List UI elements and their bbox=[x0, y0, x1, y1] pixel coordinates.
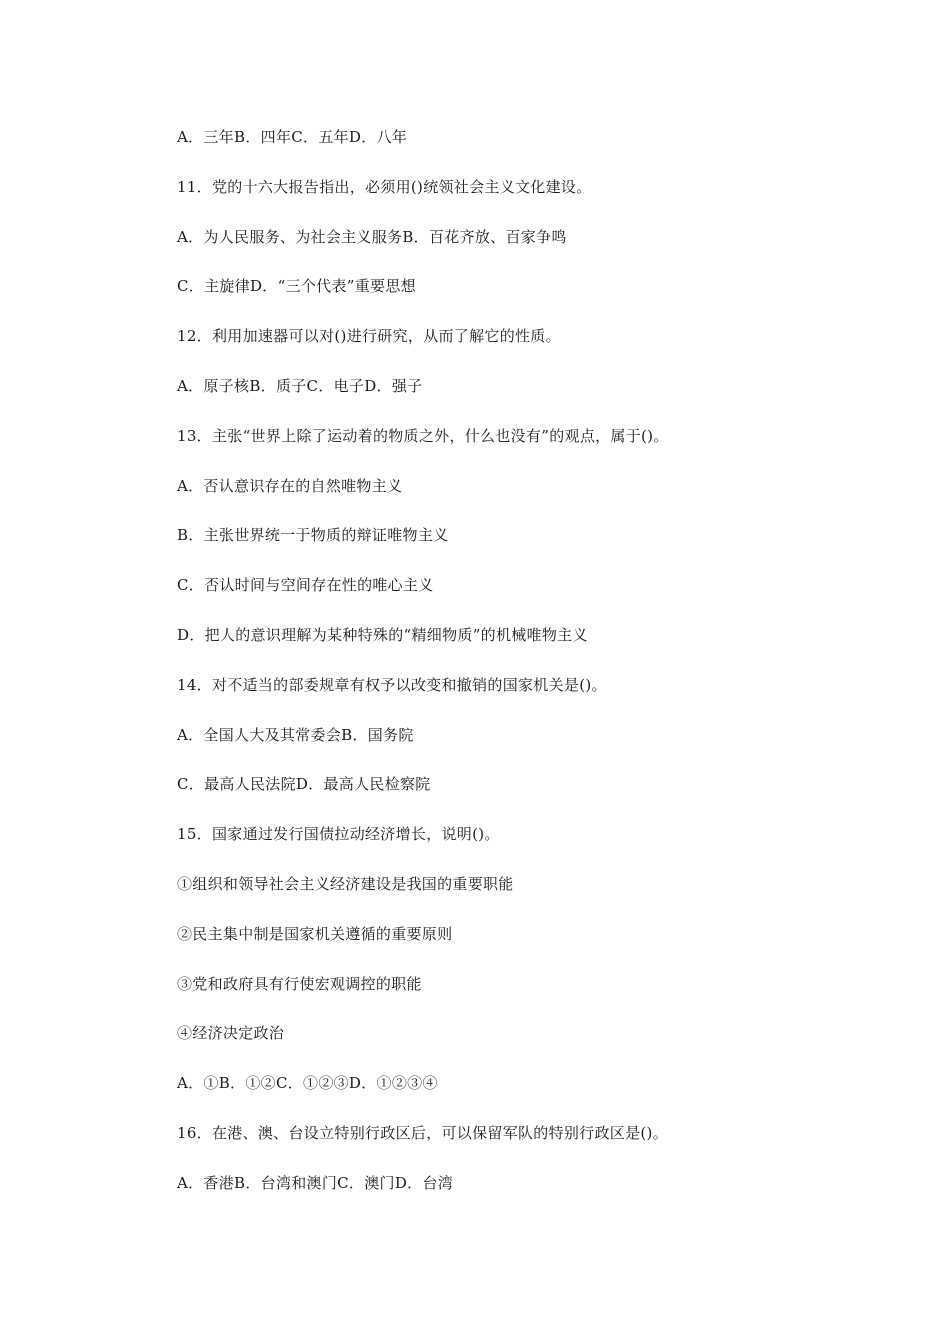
answer-option-q13-a: A．否认意识存在的自然唯物主义 bbox=[177, 476, 403, 495]
question-15: 15．国家通过发行国债拉动经济增长，说明()。 bbox=[177, 825, 500, 844]
answer-options-q14-ab: A．全国人大及其常委会B．国务院 bbox=[177, 725, 414, 744]
statement-q15-3: ③党和政府具有行使宏观调控的职能 bbox=[177, 974, 422, 993]
answer-options-q11-cd: C．主旋律D．“三个代表”重要思想 bbox=[177, 277, 416, 296]
answer-options-q12: A．原子核B．质子C．电子D．强子 bbox=[177, 376, 423, 395]
statement-q15-4: ④经济决定政治 bbox=[177, 1024, 285, 1043]
answer-option-q13-c: C．否认时间与空间存在性的唯心主义 bbox=[177, 576, 434, 595]
question-14: 14．对不适当的部委规章有权予以改变和撤销的国家机关是()。 bbox=[177, 675, 607, 694]
answer-options-q11-ab: A．为人民服务、为社会主义服务B．百花齐放、百家争鸣 bbox=[177, 227, 567, 246]
question-list bbox=[177, 125, 917, 1221]
answer-option-q13-d: D．把人的意识理解为某种特殊的“精细物质”的机械唯物主义 bbox=[177, 625, 588, 644]
answer-options-q15: A．①B．①②C．①②③D．①②③④ bbox=[177, 1074, 438, 1093]
answer-options-q10: A．三年B．四年C．五年D．八年 bbox=[177, 128, 408, 146]
answer-options-q14-cd: C．最高人民法院D．最高人民检察院 bbox=[177, 775, 431, 794]
statement-q15-1: ①组织和领导社会主义经济建设是我国的重要职能 bbox=[177, 874, 514, 893]
answer-options-q16: A．香港B．台湾和澳门C．澳门D．台湾 bbox=[177, 1173, 454, 1192]
question-16: 16．在港、澳、台设立特别行政区后，可以保留军队的特别行政区是()。 bbox=[177, 1123, 668, 1142]
question-13: 13．主张“世界上除了运动着的物质之外，什么也没有”的观点，属于()。 bbox=[177, 426, 669, 445]
question-11: 11．党的十六大报告指出，必须用()统领社会主义文化建设。 bbox=[177, 177, 592, 196]
question-12: 12．利用加速器可以对()进行研究，从而了解它的性质。 bbox=[177, 327, 561, 346]
answer-option-q13-b: B．主张世界统一于物质的辩证唯物主义 bbox=[177, 526, 449, 545]
statement-q15-2: ②民主集中制是国家机关遵循的重要原则 bbox=[177, 924, 453, 943]
